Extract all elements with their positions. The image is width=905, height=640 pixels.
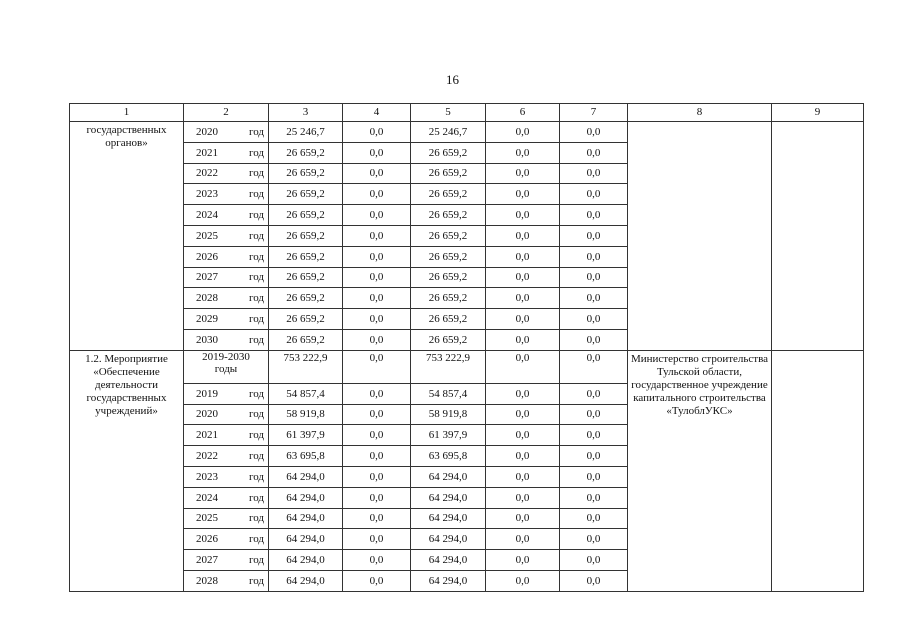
- value-col-5: 26 659,2: [411, 142, 486, 163]
- value-col-6: 0,0: [486, 142, 560, 163]
- value-col-7: 0,0: [560, 163, 628, 184]
- value-col-3: 26 659,2: [269, 329, 343, 350]
- value-col-3: 64 294,0: [269, 570, 343, 591]
- value-col-4: 0,0: [343, 466, 411, 487]
- year-cell: [184, 225, 269, 246]
- year-cell: [184, 329, 269, 350]
- executor-cell: Министерство строительства Тульской области, государственное учреждение капитального строительства «ТулоблУКС»: [628, 350, 772, 591]
- year-unit: год: [248, 574, 264, 587]
- year-cell: [184, 550, 269, 571]
- value-col-7: 0,0: [560, 446, 628, 467]
- value-col-3: 26 659,2: [269, 225, 343, 246]
- value-col-7: 0,0: [560, 246, 628, 267]
- value-col-3: 64 294,0: [269, 508, 343, 529]
- year-unit: год: [248, 292, 264, 305]
- value-col-4: 0,0: [343, 329, 411, 350]
- value-col-4: 0,0: [343, 446, 411, 467]
- value-col-6: 0,0: [486, 446, 560, 467]
- year-value: 2026: [196, 533, 218, 546]
- year-value: 2021: [196, 429, 218, 442]
- funding-table: [69, 103, 864, 592]
- value-col-6: 0,0: [486, 267, 560, 288]
- year-cell: [184, 122, 269, 143]
- value-col-3: 25 246,7: [269, 122, 343, 143]
- year-value: 2028: [196, 574, 218, 587]
- value-col-7: 0,0: [560, 122, 628, 143]
- year-unit: год: [248, 491, 264, 504]
- value-col-4: 0,0: [343, 288, 411, 309]
- year-unit: год: [248, 533, 264, 546]
- value-col-3: 64 294,0: [269, 466, 343, 487]
- value-col-3: 61 397,9: [269, 425, 343, 446]
- value-col-7: 0,0: [560, 309, 628, 330]
- value-col-5: 64 294,0: [411, 570, 486, 591]
- value-col-4: 0,0: [343, 225, 411, 246]
- page-number: 16: [446, 72, 459, 87]
- value-col-5: 25 246,7: [411, 122, 486, 143]
- column-header-7: 7: [560, 104, 628, 122]
- value-col-5: 54 857,4: [411, 383, 486, 404]
- value-col-4: 0,0: [343, 550, 411, 571]
- year-unit: год: [248, 313, 264, 326]
- value-col-5: 63 695,8: [411, 446, 486, 467]
- year-unit: год: [248, 408, 264, 421]
- value-col-4: 0,0: [343, 267, 411, 288]
- year-unit: год: [248, 271, 264, 284]
- value-col-5: 64 294,0: [411, 550, 486, 571]
- value-col-5: 26 659,2: [411, 309, 486, 330]
- value-col-6: 0,0: [486, 487, 560, 508]
- year-unit: год: [248, 188, 264, 201]
- value-col-6: 0,0: [486, 383, 560, 404]
- year-value: 2028: [196, 292, 218, 305]
- column-9-cell: [772, 350, 864, 591]
- year-unit: год: [248, 125, 264, 138]
- value-col-5: 61 397,9: [411, 425, 486, 446]
- year-value: 2026: [196, 250, 218, 263]
- value-col-3: 26 659,2: [269, 288, 343, 309]
- column-header-4: 4: [343, 104, 411, 122]
- year-cell: [184, 446, 269, 467]
- value-col-6: 0,0: [486, 288, 560, 309]
- value-col-4: 0,0: [343, 350, 411, 383]
- year-unit: год: [248, 470, 264, 483]
- value-col-3: 63 695,8: [269, 446, 343, 467]
- table-row-period-total: [70, 350, 864, 383]
- year-cell: [184, 466, 269, 487]
- value-col-3: 64 294,0: [269, 529, 343, 550]
- value-col-7: 0,0: [560, 466, 628, 487]
- year-cell: [184, 309, 269, 330]
- value-col-5: 26 659,2: [411, 246, 486, 267]
- year-value: 2029: [196, 313, 218, 326]
- year-cell: [184, 267, 269, 288]
- value-col-3: 26 659,2: [269, 142, 343, 163]
- year-value: 2019: [196, 387, 218, 400]
- value-col-4: 0,0: [343, 309, 411, 330]
- year-value: 2030: [196, 333, 218, 346]
- year-value: 2023: [196, 470, 218, 483]
- period-unit: годы: [214, 362, 238, 375]
- value-col-7: 0,0: [560, 205, 628, 226]
- value-col-5: 64 294,0: [411, 529, 486, 550]
- value-col-6: 0,0: [486, 570, 560, 591]
- value-col-6: 0,0: [486, 550, 560, 571]
- year-cell: [184, 205, 269, 226]
- value-col-7: 0,0: [560, 350, 628, 383]
- value-col-4: 0,0: [343, 425, 411, 446]
- value-col-7: 0,0: [560, 529, 628, 550]
- value-col-7: 0,0: [560, 404, 628, 425]
- column-header-8: 8: [628, 104, 772, 122]
- year-value: 2027: [196, 271, 218, 284]
- year-cell: [184, 163, 269, 184]
- year-unit: год: [248, 512, 264, 525]
- value-col-7: 0,0: [560, 329, 628, 350]
- value-col-7: 0,0: [560, 142, 628, 163]
- value-col-7: 0,0: [560, 225, 628, 246]
- value-col-3: 64 294,0: [269, 550, 343, 571]
- column-header-6: 6: [486, 104, 560, 122]
- value-col-4: 0,0: [343, 487, 411, 508]
- year-cell: [184, 246, 269, 267]
- year-cell: [184, 487, 269, 508]
- year-cell: [184, 142, 269, 163]
- value-col-4: 0,0: [343, 529, 411, 550]
- column-header-2: 2: [184, 104, 269, 122]
- value-col-7: 0,0: [560, 184, 628, 205]
- year-unit: год: [248, 554, 264, 567]
- value-col-6: 0,0: [486, 404, 560, 425]
- value-col-3: 26 659,2: [269, 205, 343, 226]
- value-col-5: 26 659,2: [411, 184, 486, 205]
- value-col-5: 58 919,8: [411, 404, 486, 425]
- year-unit: год: [248, 167, 264, 180]
- value-col-5: 64 294,0: [411, 508, 486, 529]
- year-value: 2024: [196, 491, 218, 504]
- year-unit: год: [248, 229, 264, 242]
- year-value: 2025: [196, 512, 218, 525]
- value-col-6: 0,0: [486, 309, 560, 330]
- value-col-5: 26 659,2: [411, 288, 486, 309]
- year-value: 2027: [196, 554, 218, 567]
- column-header-3: 3: [269, 104, 343, 122]
- value-col-3: 26 659,2: [269, 267, 343, 288]
- value-col-6: 0,0: [486, 122, 560, 143]
- year-cell: [184, 383, 269, 404]
- value-col-7: 0,0: [560, 425, 628, 446]
- activity-description: 1.2. Мероприятие «Обеспечение деятельности государственных учреждений»: [70, 350, 184, 591]
- value-col-6: 0,0: [486, 205, 560, 226]
- value-col-3: 26 659,2: [269, 309, 343, 330]
- year-value: 2023: [196, 188, 218, 201]
- value-col-3: 26 659,2: [269, 246, 343, 267]
- value-col-3: 54 857,4: [269, 383, 343, 404]
- column-header-5: 5: [411, 104, 486, 122]
- year-cell: [184, 184, 269, 205]
- value-col-6: 0,0: [486, 163, 560, 184]
- value-col-7: 0,0: [560, 288, 628, 309]
- year-value: 2022: [196, 450, 218, 463]
- value-col-6: 0,0: [486, 425, 560, 446]
- year-value: 2020: [196, 125, 218, 138]
- value-col-4: 0,0: [343, 163, 411, 184]
- value-col-7: 0,0: [560, 508, 628, 529]
- value-col-4: 0,0: [343, 142, 411, 163]
- value-col-4: 0,0: [343, 508, 411, 529]
- period-cell: [184, 350, 269, 383]
- year-cell: [184, 288, 269, 309]
- year-value: 2024: [196, 209, 218, 222]
- year-unit: год: [248, 250, 264, 263]
- year-unit: год: [248, 450, 264, 463]
- period-range: 2019-2030: [202, 350, 250, 363]
- table-row: [70, 122, 864, 143]
- activity-description: государственных органов»: [70, 122, 184, 351]
- value-col-6: 0,0: [486, 350, 560, 383]
- value-col-5: 64 294,0: [411, 466, 486, 487]
- year-value: 2021: [196, 146, 218, 159]
- value-col-7: 0,0: [560, 550, 628, 571]
- year-cell: [184, 425, 269, 446]
- value-col-7: 0,0: [560, 487, 628, 508]
- value-col-6: 0,0: [486, 246, 560, 267]
- year-cell: [184, 508, 269, 529]
- value-col-6: 0,0: [486, 329, 560, 350]
- value-col-3: 26 659,2: [269, 184, 343, 205]
- value-col-3: 753 222,9: [269, 350, 343, 383]
- value-col-7: 0,0: [560, 570, 628, 591]
- year-unit: год: [248, 333, 264, 346]
- value-col-4: 0,0: [343, 570, 411, 591]
- year-cell: [184, 529, 269, 550]
- column-header-9: 9: [772, 104, 864, 122]
- year-unit: год: [248, 146, 264, 159]
- value-col-4: 0,0: [343, 246, 411, 267]
- year-value: 2020: [196, 408, 218, 421]
- value-col-4: 0,0: [343, 383, 411, 404]
- value-col-4: 0,0: [343, 122, 411, 143]
- column-header-1: 1: [70, 104, 184, 122]
- year-value: 2025: [196, 229, 218, 242]
- value-col-4: 0,0: [343, 404, 411, 425]
- column-9-cell: [772, 122, 864, 351]
- year-cell: [184, 404, 269, 425]
- executor-cell: [628, 122, 772, 351]
- value-col-5: 753 222,9: [411, 350, 486, 383]
- value-col-5: 26 659,2: [411, 267, 486, 288]
- value-col-6: 0,0: [486, 225, 560, 246]
- value-col-3: 26 659,2: [269, 163, 343, 184]
- value-col-6: 0,0: [486, 529, 560, 550]
- year-unit: год: [248, 209, 264, 222]
- value-col-5: 26 659,2: [411, 225, 486, 246]
- value-col-5: 26 659,2: [411, 329, 486, 350]
- year-unit: год: [248, 429, 264, 442]
- year-cell: [184, 570, 269, 591]
- header-row: [70, 104, 864, 122]
- year-value: 2022: [196, 167, 218, 180]
- value-col-4: 0,0: [343, 184, 411, 205]
- value-col-3: 58 919,8: [269, 404, 343, 425]
- value-col-6: 0,0: [486, 466, 560, 487]
- value-col-7: 0,0: [560, 383, 628, 404]
- year-unit: год: [248, 387, 264, 400]
- value-col-5: 26 659,2: [411, 163, 486, 184]
- value-col-6: 0,0: [486, 184, 560, 205]
- value-col-4: 0,0: [343, 205, 411, 226]
- value-col-5: 26 659,2: [411, 205, 486, 226]
- value-col-5: 64 294,0: [411, 487, 486, 508]
- value-col-3: 64 294,0: [269, 487, 343, 508]
- value-col-6: 0,0: [486, 508, 560, 529]
- value-col-7: 0,0: [560, 267, 628, 288]
